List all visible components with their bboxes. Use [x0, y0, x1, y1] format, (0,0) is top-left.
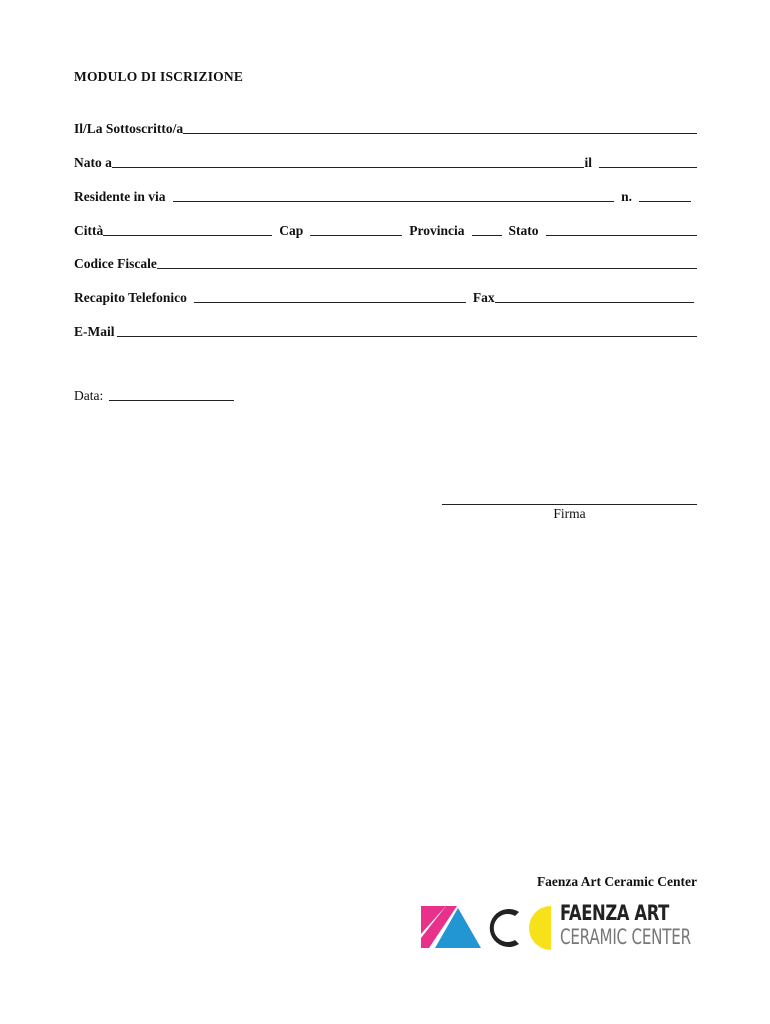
- center-name: Faenza Art Ceramic Center: [536, 874, 697, 889]
- logo-black-c: [490, 909, 519, 947]
- row-residenza: [74, 185, 697, 205]
- data-field[interactable]: [109, 387, 234, 401]
- row-data: [74, 387, 234, 404]
- cap-field[interactable]: [310, 222, 402, 236]
- numero-field[interactable]: [639, 188, 691, 202]
- logo-line-2: CERAMIC CENTER: [560, 925, 691, 949]
- firma-line[interactable]: [442, 504, 697, 505]
- stato-field[interactable]: [546, 222, 697, 236]
- provincia-field[interactable]: [472, 222, 502, 236]
- residente-label: Residente in via: [74, 189, 166, 204]
- citta-label: Città: [74, 223, 104, 238]
- row-email: [74, 320, 697, 340]
- codice-fiscale-field[interactable]: [157, 255, 697, 269]
- recapito-label: Recapito Telefonico: [74, 290, 187, 305]
- fax-field[interactable]: [495, 289, 694, 303]
- numero-label: n.: [621, 189, 632, 204]
- row-sottoscritto: [74, 117, 697, 137]
- email-label: E-Mail: [74, 324, 115, 339]
- email-field[interactable]: [117, 323, 698, 337]
- firma-label: Firma: [553, 506, 586, 521]
- il-field[interactable]: [599, 154, 697, 168]
- nato-a-label: Nato a: [74, 155, 112, 170]
- nato-a-field[interactable]: [112, 154, 585, 168]
- row-recapito: [74, 286, 697, 306]
- row-nascita: [74, 151, 697, 171]
- logo-text: [560, 903, 742, 948]
- row-codice-fiscale: [74, 252, 697, 272]
- citta-field[interactable]: [103, 222, 272, 236]
- data-label: Data:: [74, 388, 104, 403]
- logo-line-1: FAENZA ART: [560, 901, 669, 925]
- sottoscritto-field[interactable]: [183, 120, 697, 134]
- row-localita: [74, 219, 697, 239]
- cap-label: Cap: [279, 223, 304, 238]
- stato-label: Stato: [508, 223, 539, 238]
- il-label: il: [584, 155, 592, 170]
- codice-fiscale-label: Codice Fiscale: [74, 256, 157, 271]
- form-title: MODULO DI ISCRIZIONE: [74, 69, 244, 84]
- sottoscritto-label: Il/La Sottoscritto/a: [74, 121, 184, 136]
- provincia-label: Provincia: [409, 223, 465, 238]
- logo-yellow-c: [529, 906, 551, 950]
- residente-field[interactable]: [173, 188, 615, 202]
- recapito-field[interactable]: [194, 289, 466, 303]
- fax-label: Fax: [472, 290, 495, 305]
